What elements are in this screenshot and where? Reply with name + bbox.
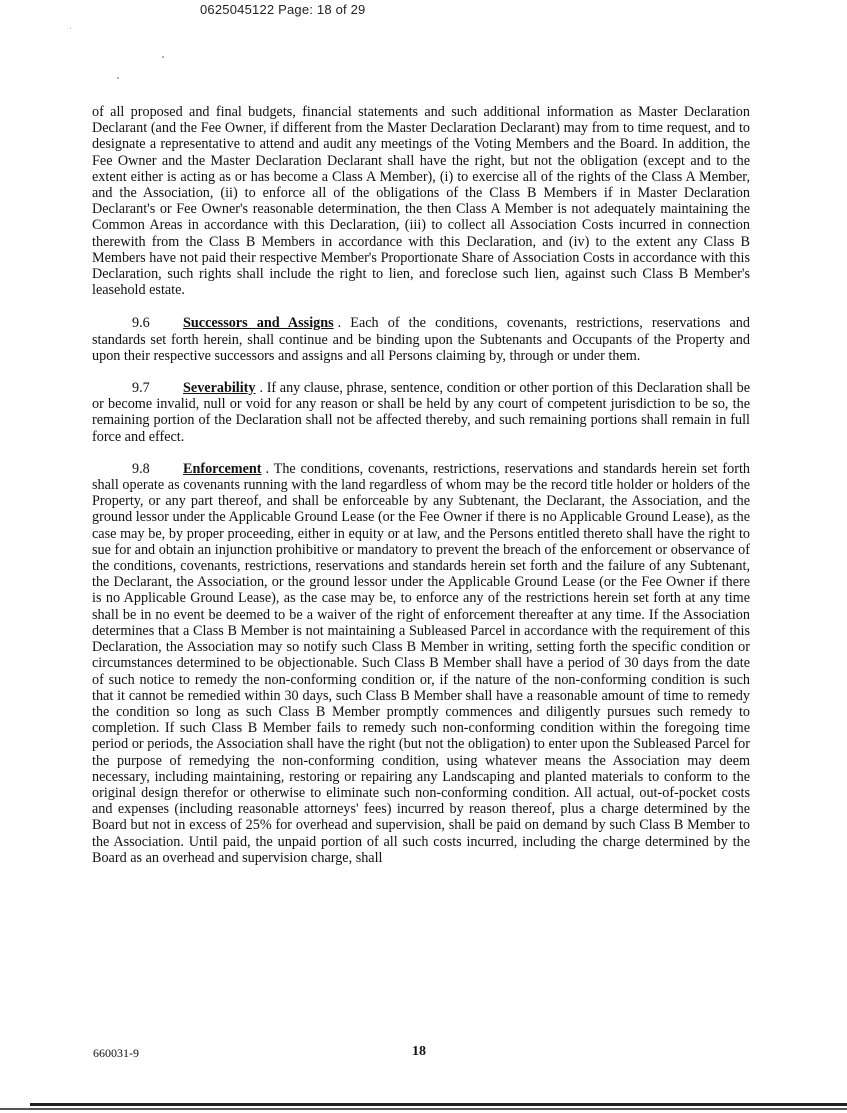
scan-speck (117, 77, 119, 79)
section-text: . If any clause, phrase, sentence, condition or other portion of this Declaration shall be or become invalid, null or void for any reason or shall be held by any court of competent jurisdiction to be so, the remaining portion of the Declaration shall not be affected thereby, and such remaining portions shall remain in full force and effect. (92, 380, 750, 445)
scan-speck (70, 28, 71, 29)
scan-edge-line (30, 1103, 847, 1106)
section-heading: Enforcement (183, 460, 262, 477)
continuation-paragraph: of all proposed and final budgets, financial statements and such additional information as Master Declaration Declarant (and the Fee Owner, if different from the Master Declaration Declarant) may from to time request, and to designate a representative to attend and audit any meetings of the Voting Members and the Board. In addition, the Fee Owner and the Master Declaration Declarant shall have the right, but not the obligation (except and to the extent either is acting as or has become a Class A Member), (i) to exercise all of the rights of the Class A Member, and the Association, (ii) to enforce all of the obligations of the Class B Members if in Master Declaration Declarant's or Fee Owner's reasonable determination, the then Class A Member is not adequately maintaining the Common Areas in accordance with this Declaration, (iii) to collect all Association Costs incurred in connection therewith from the Class B Members in accordance with this Declaration, and (iv) to the extent any Class B Members have not paid their respective Member's Proportionate Share of Association Costs in accordance with this Declaration, such rights shall include the right to lien, and foreclose such lien, against such Class B Member's leasehold estate. (92, 104, 750, 299)
document-body (92, 104, 750, 882)
section-9-6 (92, 315, 750, 364)
section-number: 9.8 (132, 460, 150, 477)
scan-speck (162, 56, 164, 58)
section-text: . Each of the conditions, covenants, restrictions, reservations and standards set forth herein, shall continue and be binding upon the Subtenants and Occupants of the Property and upon their respective successors and assigns and all Persons claiming by, through or under them. (92, 315, 750, 364)
document-id: 660031-9 (93, 1046, 139, 1060)
section-number: 9.7 (132, 380, 150, 397)
section-9-7 (92, 380, 750, 445)
recording-stamp: 0625045122 Page: 18 of 29 (200, 2, 366, 17)
section-number: 9.6 (132, 315, 150, 332)
scan-edge-line (0, 1108, 847, 1110)
section-9-8 (92, 461, 750, 866)
section-heading: Severability (183, 380, 256, 397)
section-heading: Successors and Assigns (183, 315, 334, 332)
section-text: . The conditions, covenants, restrictions, reservations and standards herein set forth shall operate as covenants running with the land regardless of whom may be the record title holder or holders of the Property, or any part thereof, and shall be enforceable by any Subtenant, the Declarant, the Association, and the ground lessor under the Applicable Ground Lease (or the Fee Owner if there is no Applicable Ground Lease), as the case may be, by proper proceeding, either in equity or at law, and the Persons entitled thereto shall have the right to sue for and obtain an injunction prohibitive or mandatory to prevent the breach of the enforcement or observance of the conditions, covenants, restrictions, reservations and standards herein set forth and the failure of any Subtenant, the Declarant, the Association, or the ground lessor under the Applicable Ground Lease (or the Fee Owner if there is no Applicable Ground Lease), as the case may be, to enforce any of the restrictions herein set forth at any time shall be in no event be deemed to be a waiver of the right of enforcement thereafter at any time. If the Association determines that a Class B Member is not maintaining a Subleased Parcel in accordance with the requirement of this Declaration, the Association may so notify such Class B Member in writing, setting forth the specific condition or circumstances determined to be objectionable. Such Class B Member shall have a period of 30 days from the date of such notice to remedy the non-conforming condition or, if the nature of the non-conforming condition is such that it cannot be remedied within 30 days, such Class B Member shall have a reasonable amount of time to remedy the condition so long as such Class B Member promptly commences and diligently pursues such remedy to completion. If such Class B Member fails to remedy such non-conforming condition within the foregoing time period or periods, the Association shall have the right (but not the obligation) to enter upon the Subleased Parcel for the purpose of remedying the non-conforming condition, using whatever means the Association may deem necessary, including maintaining, restoring or repairing any Landscaping and planted materials to conform to the original design therefor or otherwise to eliminate such non-conforming condition. All actual, out-of-pocket costs and expenses (including reasonable attorneys' fees) incurred by reason thereof, plus a charge determined by the Board but not in excess of 25% for overhead and supervision, shall be paid on demand by such Class B Member to the Association. Until paid, the unpaid portion of all such costs incurred, including the charge determined by the Board as an overhead and supervision charge, shall (92, 460, 750, 866)
page-number: 18 (412, 1044, 426, 1059)
